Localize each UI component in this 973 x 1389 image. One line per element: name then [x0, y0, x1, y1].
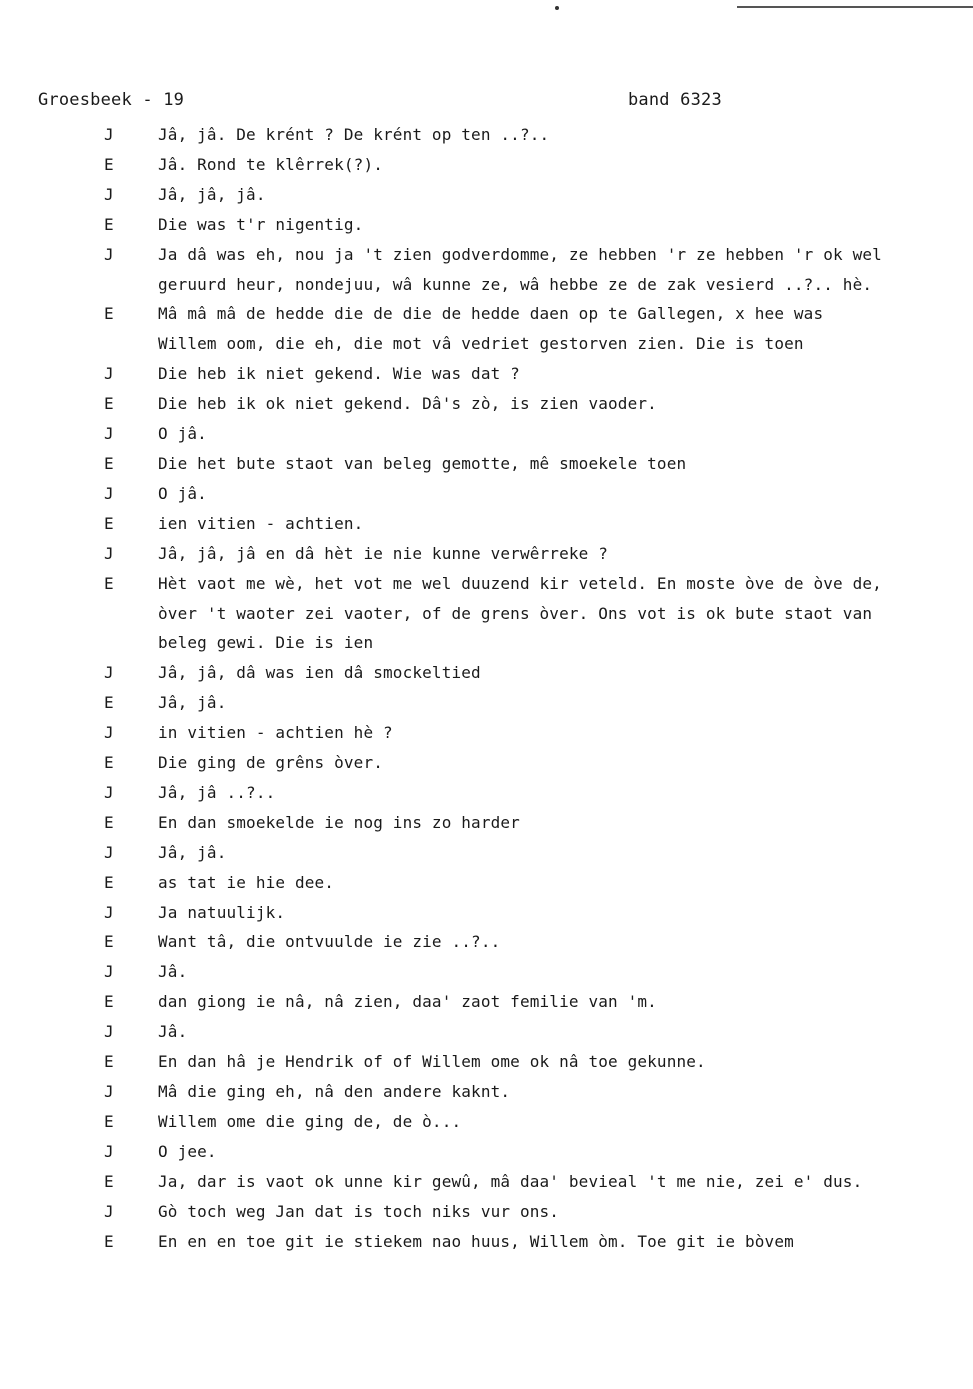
utterance-text: Die heb ik ok niet gekend. Dâ's zò, is zien vaoder. — [158, 394, 657, 414]
utterance-text: En en en toe git ie stiekem nao huus, Willem òm. Toe git ie bòvem — [158, 1231, 794, 1251]
speaker-label: J — [104, 1022, 114, 1042]
utterance-text: Die was t'r nigentig. — [158, 214, 364, 234]
utterance-text: En dan hâ je Hendrik of of Willem ome ok nâ toe gekunne. — [158, 1052, 706, 1072]
transcript-turn — [0, 868, 973, 898]
utterance-text: Jâ, jâ, jâ en dâ hèt ie nie kunne verwêrreke ? — [158, 543, 609, 563]
transcript-turn — [0, 210, 973, 240]
speaker-label: E — [104, 154, 114, 174]
transcript-turn — [0, 1017, 973, 1047]
transcript-turn — [0, 748, 973, 778]
utterance-text: Jâ. Rond te klêrrek(?). — [158, 154, 384, 174]
transcript-turn — [0, 838, 973, 868]
utterance-text: O jâ. — [158, 483, 207, 503]
transcript-turn — [0, 509, 973, 539]
transcript-turn — [0, 120, 973, 150]
transcript — [0, 120, 973, 1256]
transcript-turn — [0, 1227, 973, 1257]
transcript-turn — [0, 987, 973, 1017]
transcript-turn — [0, 778, 973, 808]
utterance-text: En dan smoekelde ie nog ins zo harder — [158, 812, 520, 832]
transcript-turn — [0, 957, 973, 987]
speaker-label: E — [104, 872, 114, 892]
speaker-label: E — [104, 573, 114, 593]
speaker-label: E — [104, 812, 114, 832]
speaker-label: E — [104, 1111, 114, 1131]
utterance-text: Ja natuulijk. — [158, 902, 286, 922]
utterance-text: Gò toch weg Jan dat is toch niks vur ons. — [158, 1201, 560, 1221]
utterance-text: Want tâ, die ontvuulde ie zie ..?.. — [158, 932, 501, 952]
speaker-label: E — [104, 1171, 114, 1191]
speaker-label: J — [104, 902, 114, 922]
transcript-turn — [0, 1077, 973, 1107]
utterance-text: Jâ, jâ. — [158, 693, 227, 713]
transcript-turn — [0, 299, 973, 359]
utterance-text: Jâ, jâ. — [158, 842, 227, 862]
speaker-label: J — [104, 184, 114, 204]
speaker-label: J — [104, 483, 114, 503]
speaker-label: J — [104, 962, 114, 982]
transcript-turn — [0, 150, 973, 180]
utterance-text: O jee. — [158, 1141, 217, 1161]
utterance-text: Jâ. — [158, 1022, 188, 1042]
utterance-text: in vitien - achtien hè ? — [158, 723, 393, 743]
speaker-label: E — [104, 932, 114, 952]
transcript-turn — [0, 1047, 973, 1077]
utterance-text: Die ging de grêns òver. — [158, 753, 384, 773]
utterance-text: Die heb ik niet gekend. Wie was dat ? — [158, 364, 520, 384]
speaker-label: J — [104, 842, 114, 862]
header-band-number: band 6323 — [628, 90, 722, 110]
speaker-label: J — [104, 543, 114, 563]
speaker-label: J — [104, 244, 114, 264]
utterance-text: O jâ. — [158, 424, 207, 444]
utterance-text: Jâ, jâ. De krént ? De krént op ten ..?.. — [158, 125, 550, 144]
utterance-text: Jâ, jâ ..?.. — [158, 782, 276, 802]
speaker-label: J — [104, 782, 114, 802]
transcript-turn — [0, 569, 973, 659]
transcript-turn — [0, 808, 973, 838]
transcript-turn — [0, 1137, 973, 1167]
speaker-label: J — [104, 1141, 114, 1161]
transcript-turn — [0, 389, 973, 419]
transcript-turn — [0, 449, 973, 479]
utterance-text: Willem ome die ging de, de ò... — [158, 1111, 462, 1131]
top-edge-rule — [737, 6, 973, 8]
transcript-turn — [0, 1107, 973, 1137]
header-location: Groesbeek - 19 — [38, 90, 185, 110]
speaker-label: E — [104, 304, 114, 324]
transcript-turn — [0, 658, 973, 688]
speaker-label: J — [104, 1201, 114, 1221]
utterance-text: Jâ, jâ, jâ. — [158, 184, 266, 204]
utterance-text: Ja, dar is vaot ok unne kir gewû, mâ daa' bevieal 't me nie, zei e' dus. — [158, 1171, 863, 1191]
speaker-label: E — [104, 1231, 114, 1251]
transcript-turn — [0, 898, 973, 928]
speaker-label: E — [104, 394, 114, 414]
utterance-text: Hèt vaot me wè, het vot me wel duuzend kir veteld. En moste òve de òve de, òver 't waoter zei vaoter, of de grens òver. Ons vot is ok bute staot van beleg gewi. Die is ien — [158, 573, 892, 653]
utterance-text: Die het bute staot van beleg gemotte, mê smoekele toen — [158, 453, 687, 473]
utterance-text: Jâ, jâ, dâ was ien dâ smockeltied — [158, 663, 481, 683]
utterance-text: Mâ die ging eh, nâ den andere kaknt. — [158, 1082, 511, 1101]
transcript-turn — [0, 927, 973, 957]
transcript-turn — [0, 479, 973, 509]
transcript-turn — [0, 718, 973, 748]
transcript-turn — [0, 1197, 973, 1227]
transcript-turn — [0, 419, 973, 449]
transcript-turn — [0, 539, 973, 569]
utterance-text: ien vitien - achtien. — [158, 513, 364, 533]
transcript-turn — [0, 180, 973, 210]
transcript-turn — [0, 359, 973, 389]
speaker-label: J — [104, 125, 114, 144]
speaker-label: J — [104, 424, 114, 444]
speaker-label: J — [104, 723, 114, 743]
speaker-label: J — [104, 663, 114, 683]
transcript-turn — [0, 1167, 973, 1197]
top-dot-mark — [555, 6, 559, 10]
transcript-turn — [0, 240, 973, 300]
speaker-label: E — [104, 693, 114, 713]
speaker-label: E — [104, 513, 114, 533]
utterance-text: Jâ. — [158, 962, 188, 982]
utterance-text: Mâ mâ mâ de hedde die de die de hedde daen op te Gallegen, x hee was Willem oom, die eh, die mot vâ vedriet gestorven zien. Die is toen — [158, 304, 834, 354]
speaker-label: J — [104, 1082, 114, 1101]
utterance-text: dan giong ie nâ, nâ zien, daa' zaot femilie van 'm. — [158, 992, 657, 1012]
utterance-text: Ja dâ was eh, nou ja 't zien godverdomme, ze hebben 'r ze hebben 'r ok wel geruurd heur, nondejuu, wâ kunne ze, wâ hebbe ze de zak vesierd ..?.. hè. — [158, 244, 892, 294]
speaker-label: E — [104, 453, 114, 473]
speaker-label: E — [104, 753, 114, 773]
speaker-label: E — [104, 1052, 114, 1072]
utterance-text: as tat ie hie dee. — [158, 872, 335, 892]
transcript-turn — [0, 688, 973, 718]
speaker-label: E — [104, 214, 114, 234]
speaker-label: E — [104, 992, 114, 1012]
speaker-label: J — [104, 364, 114, 384]
